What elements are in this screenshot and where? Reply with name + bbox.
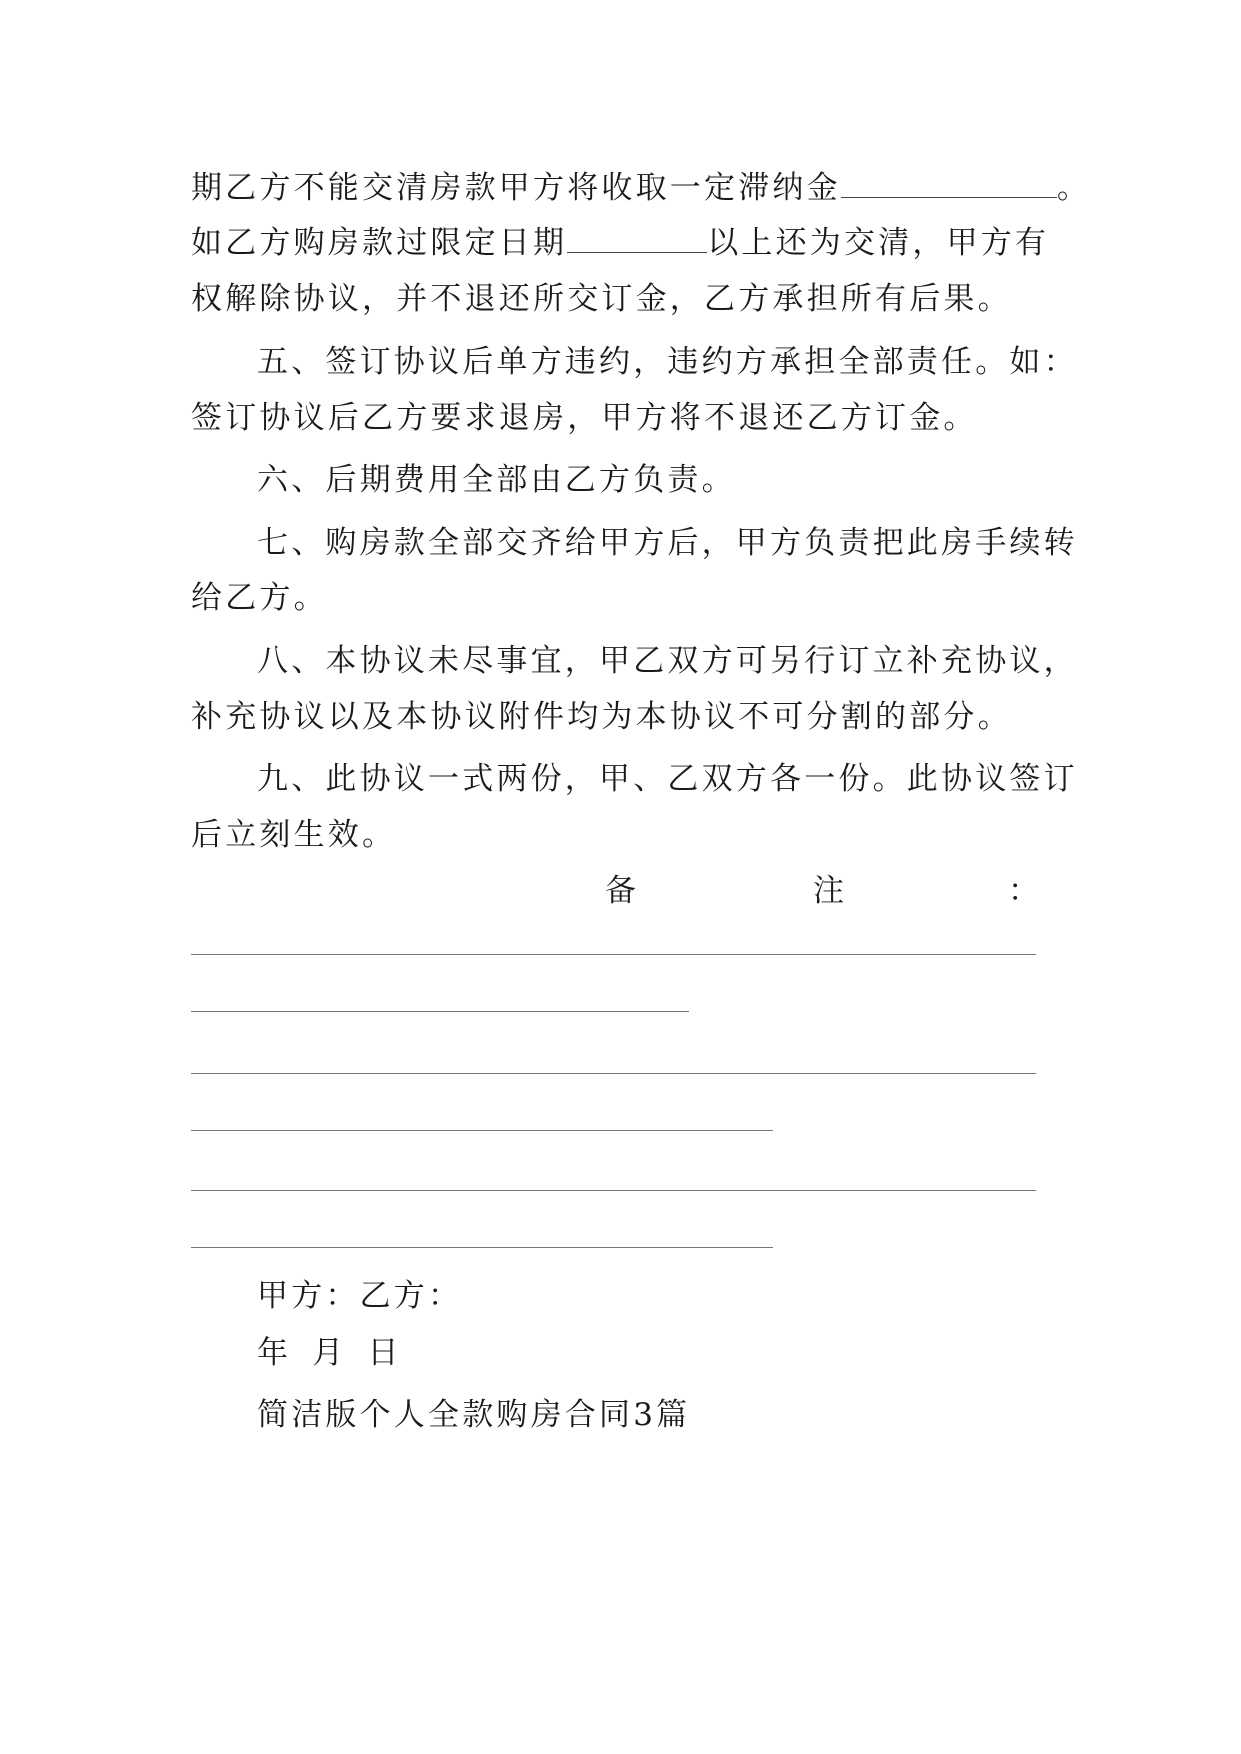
remarks-rule [191, 1130, 773, 1131]
clause-text: 。 [1056, 170, 1092, 206]
paragraph-line [191, 223, 1049, 263]
remarks-colon: ： [1008, 873, 1039, 909]
remarks-label-char: 注 [813, 873, 844, 909]
clause-5: 五、签订协议后单方违约，违约方承担全部责任。如： [257, 344, 1078, 380]
clause-text: 如乙方购房款过限定日期 [191, 225, 568, 261]
remarks-rule [191, 1011, 689, 1012]
remarks-rule [191, 1247, 773, 1248]
deadline-blank [567, 226, 707, 253]
paragraph-line: 给乙方。 [191, 580, 328, 616]
remarks-rule [191, 1190, 1036, 1191]
paragraph-line [191, 168, 1091, 208]
signature-date: 年 月 日 [257, 1335, 402, 1371]
footer-title: 简洁版个人全款购房合同3篇 [257, 1397, 691, 1433]
clause-6: 六、后期费用全部由乙方负责。 [257, 462, 736, 498]
paragraph-line: 补充协议以及本协议附件均为本协议不可分割的部分。 [191, 699, 1012, 735]
clause-7: 七、购房款全部交齐给甲方后，甲方负责把此房手续转 [257, 525, 1078, 561]
clause-text: 以上还为交清，甲方有 [707, 225, 1050, 261]
clause-text: 期乙方不能交清房款甲方将收取一定滞纳金 [191, 170, 841, 206]
late-fee-blank [841, 171, 1057, 198]
remarks-label-char: 备 [605, 873, 636, 909]
signature-parties: 甲方：乙方： [257, 1278, 463, 1314]
clause-8: 八、本协议未尽事宜，甲乙双方可另行订立补充协议， [257, 643, 1078, 679]
paragraph-line: 后立刻生效。 [191, 817, 397, 853]
paragraph-line: 签订协议后乙方要求退房，甲方将不退还乙方订金。 [191, 400, 978, 436]
paragraph-line: 权解除协议，并不退还所交订金，乙方承担所有后果。 [191, 281, 1012, 317]
remarks-rule [191, 1073, 1036, 1074]
remarks-rule [191, 954, 1036, 955]
clause-9: 九、此协议一式两份，甲、乙双方各一份。此协议签订 [257, 761, 1078, 797]
